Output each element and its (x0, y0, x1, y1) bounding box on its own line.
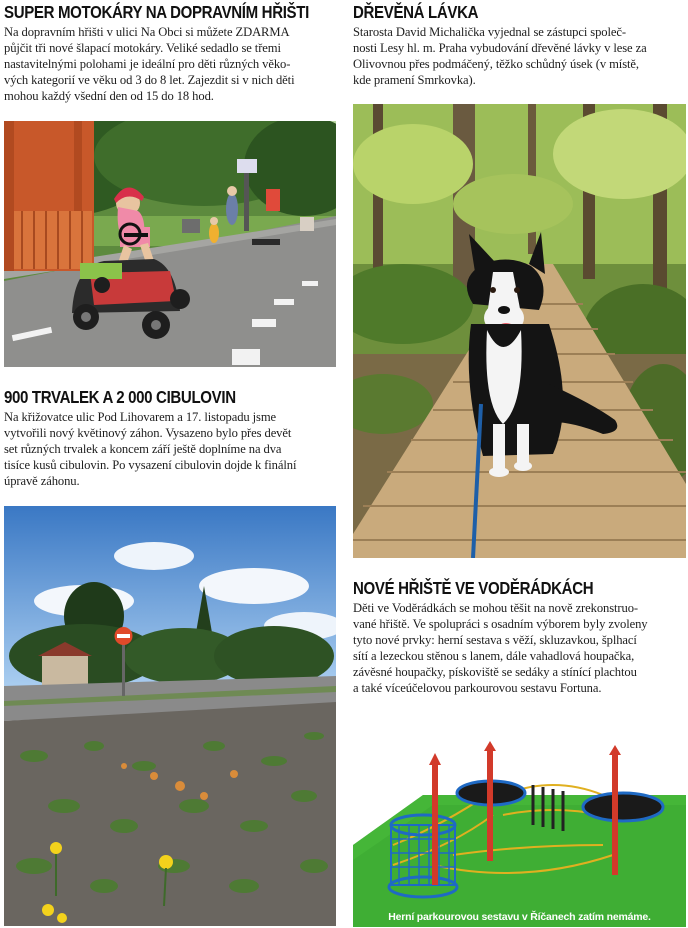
body-line: tyto nové prvky: herní sestava s věží, skluzavkou, šplhací (353, 633, 637, 648)
body-trvalky (4, 409, 337, 489)
article-hriste (353, 578, 686, 697)
article-trvalky (4, 387, 337, 489)
caption-parkour: Herní parkourovou sestavu v Říčanech zatím nemáme. (388, 911, 651, 923)
body-line: Na křižovatce ulic Pod Lihovarem a 17. listopadu jsme (4, 410, 277, 424)
body-line: vané hřiště. Ve spolupráci s osadním výborem byly zvoleny (353, 617, 648, 632)
body-line: vých kategorií ve věku od 3 do 8 let. Zajezdit si v nich děti (4, 73, 295, 88)
body-line: Starosta David Michalička vyjednal se zástupci společ- (353, 25, 626, 39)
body-line: a také víceúčelovou parkourovou sestavu Fortuna. (353, 681, 602, 696)
body-line: Olivovnou přes podmáčený, těžko schůdný úsek (v místě, (353, 57, 639, 72)
article-lavka (353, 2, 686, 88)
render-parkour-set (353, 735, 686, 927)
body-line: sítí a lezeckou stěnou s lanem, dále vahadlová houpačka, (353, 649, 635, 664)
body-line: nosti Lesy hl. m. Praha vybudování dřevěné lávky v lese za (353, 41, 647, 56)
body-motokary (4, 24, 337, 104)
body-line: kde pramení Smrkovka). (353, 73, 476, 88)
article-motokary (4, 2, 337, 104)
body-line: set různých trvalek a koncem září ještě doplníme na dva (4, 442, 282, 457)
body-line: Na dopravním hřišti v ulici Na Obci si můžete ZDARMA (4, 25, 290, 39)
headline-hriste: NOVÉ HŘIŠTĚ VE VODĚRÁDKÁCH (353, 578, 594, 598)
headline-trvalky: 900 TRVALEK A 2 000 CIBULOVIN (4, 387, 236, 407)
body-line: Děti ve Voděrádkách se mohou těšit na nově zrekonstruo- (353, 601, 639, 615)
headline-motokary: SUPER MOTOKÁRY NA DOPRAVNÍM HŘIŠTI (4, 2, 309, 22)
body-lavka (353, 24, 686, 88)
photo-gokart (4, 121, 336, 367)
body-line: půjčit tři nové šlapací motokáry. Veliké sedadlo se třemi (4, 41, 281, 56)
body-line: tisíce kusů cibulovin. Po vysazení cibulovin dojde k finální (4, 458, 297, 473)
body-hriste (353, 600, 686, 697)
body-line: závěsné houpačky, pískoviště se sedáky a stínící plachtou (353, 665, 637, 680)
body-line: nastavitelnými polohami je ideální pro děti různých věko- (4, 57, 291, 72)
photo-boardwalk-dog (353, 104, 686, 558)
body-line: vytvořili nový květinový záhon. Vysazeno bylo přes devět (4, 426, 292, 441)
body-line: mohou každý všední den od 15 do 18 hod. (4, 89, 214, 104)
headline-lavka: DŘEVĚNÁ LÁVKA (353, 2, 479, 22)
body-line: úpravě záhonu. (4, 474, 80, 489)
photo-flowerbed (4, 506, 336, 926)
